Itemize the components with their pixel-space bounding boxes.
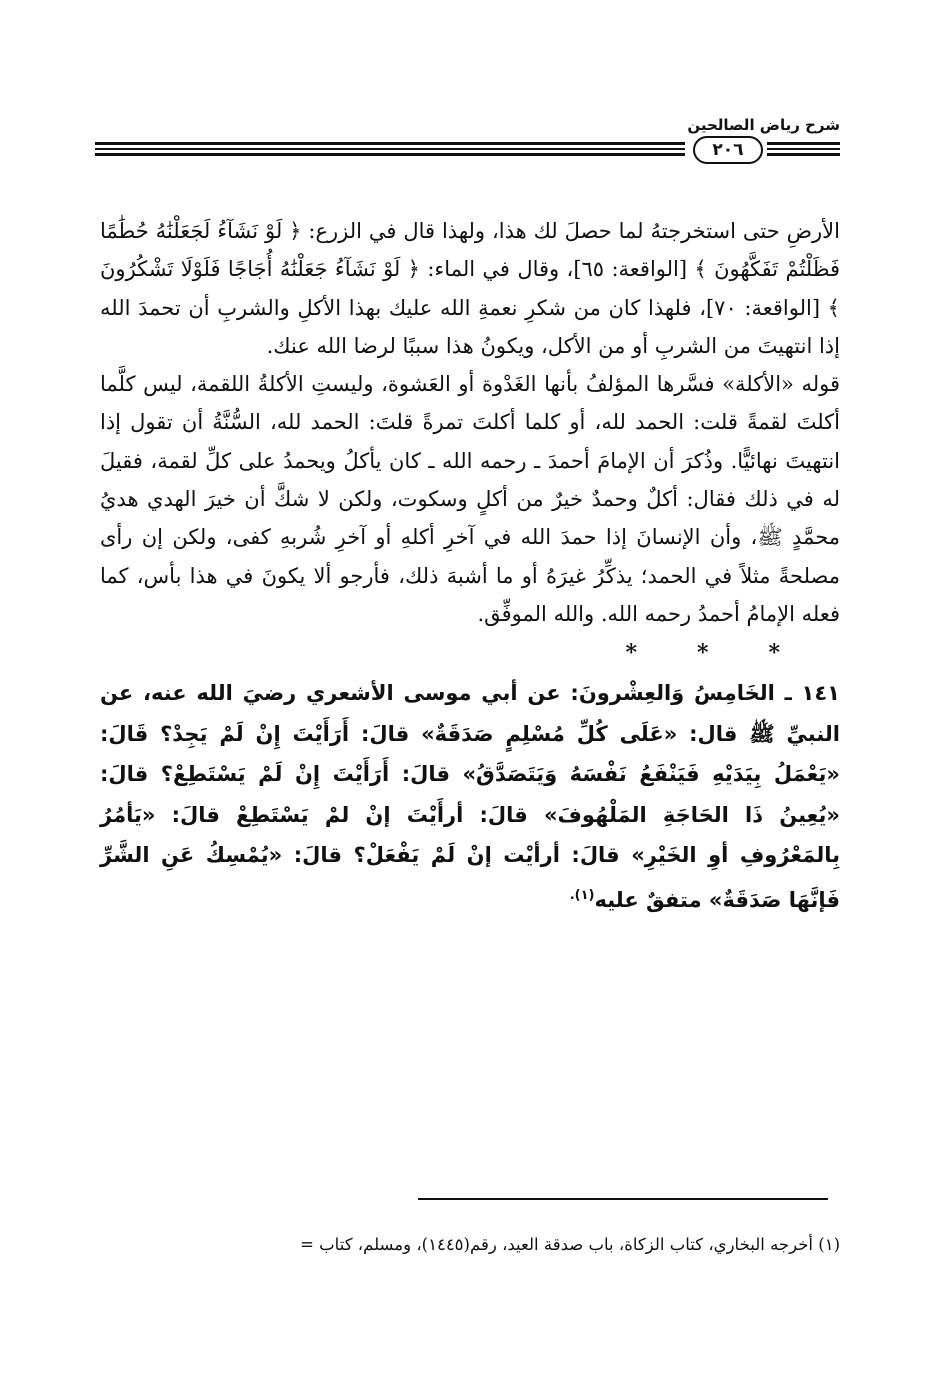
page-header (95, 112, 840, 174)
page-number: ٢٠٦ (693, 136, 763, 164)
paragraph: الأرضِ حتى استخرجتهُ لما حصلَ لك هذا، ولهذا قال في الزرع: ﴿ لَوْ نَشَآءُ لَجَعَلْنَٰهُ حُطَٰمًا فَظَلْتُمْ تَفَكَّهُونَ ﴾ [الواقعة: ٦٥]، وقال في الماء: ﴿ لَوْ نَشَآءُ جَعَلْنَٰهُ أُجَاجًا فَلَوْلَا تَشْكُرُونَ ﴾ [الواقعة: ٧٠]، فلهذا كان من شكرِ نعمةِ الله عليك بهذا الأكلِ والشربِ أن تحمدَ الله إذا انتهيتَ من الشربِ أو من الأكل، ويكونُ هذا سببًا لرضا الله عنك. (100, 219, 840, 358)
footnote: (١) أخرجه البخاري، كتاب الزكاة، باب صدقة العيد، رقم(١٤٤٥)، ومسلم، كتاب = (300, 1235, 840, 1254)
running-title: شرح رياض الصالحين (687, 116, 840, 134)
hadith-text: ـ الخَامِسُ وَالعِشْرونَ: عن أبي موسى الأشعري رضيَ الله عنه، عن النبيِّ ﷺ قال: «عَلَى كُلِّ مُسْلِمٍ صَدَقَةٌ» قالَ: أَرَأَيْتَ إِنْ لَمْ يَجِدْ؟ قَالَ: «يَعْمَلُ بِيَدَيْهِ فَيَنْفَعُ نَفْسَهُ وَيَتَصَدَّقُ» قالَ: أَرَأَيْتَ إِنْ لَمْ يَسْتَطِعْ؟ قالَ: «يُعِينُ ذَا الحَاجَةِ المَلْهُوفَ» قالَ: أرأَيْتَ إنْ لمْ يَسْتَطِعْ قالَ: «يَأمُرُ بِالمَعْرُوفِ أوِ الخَيْرِ» قالَ: أرأيْت إنْ لَمْ يَفْعَلْ؟ قالَ: «يُمْسِكُ عَنِ الشَّرِّ فَإنَّهَا صَدَقَةٌ» متفقٌ عليه (100, 681, 840, 912)
main-text (100, 212, 840, 920)
header-rule (95, 142, 685, 145)
hadith-paragraph (100, 673, 840, 920)
section-separator: *** (625, 640, 840, 667)
footnote-reference[interactable]: (١). (569, 887, 595, 903)
header-rule (95, 148, 685, 150)
header-rule (767, 142, 840, 145)
paragraph: قوله «الأكلة» فسَّرها المؤلفُ بأنها الغَدْوة أو العَشوة، وليستِ الأكلةُ اللقمة، ليس كلَّما أكلتَ لقمةً قلت: الحمد لله، أو كلما أكلتَ تمرةً قلتَ: الحمد لله، السُّنَّةُ أن تقول إذا انتهيتَ نهائيًّا. وذُكرَ أن الإمامَ أحمدَ ـ رحمه الله ـ كان يأكلُ ويحمدُ على كلِّ لقمة، فقيلَ له في ذلك فقال: أكلٌ وحمدٌ خيرٌ من أكلٍ وسكوت، ولكن لا شكَّ أن خيرَ الهدي هديُ محمَّدٍ ﷺ، وأن الإنسانَ إذا حمدَ الله في آخرِ أكلهِ أو آخرِ شُربهِ كفى، ولكن إن رأى مصلحةً مثلاً في الحمد؛ يذكِّرُ غيرَهُ أو ما أشبهَ ذلك، فأرجو ألا يكونَ في هذا بأس، كما فعله الإمامُ أحمدُ رحمه الله. والله الموفِّق. (100, 372, 840, 626)
footnote-divider (418, 1198, 828, 1200)
header-rule (767, 148, 840, 150)
hadith-number: ١٤١ (801, 681, 840, 706)
header-rule (767, 153, 840, 156)
header-rule (95, 153, 685, 156)
